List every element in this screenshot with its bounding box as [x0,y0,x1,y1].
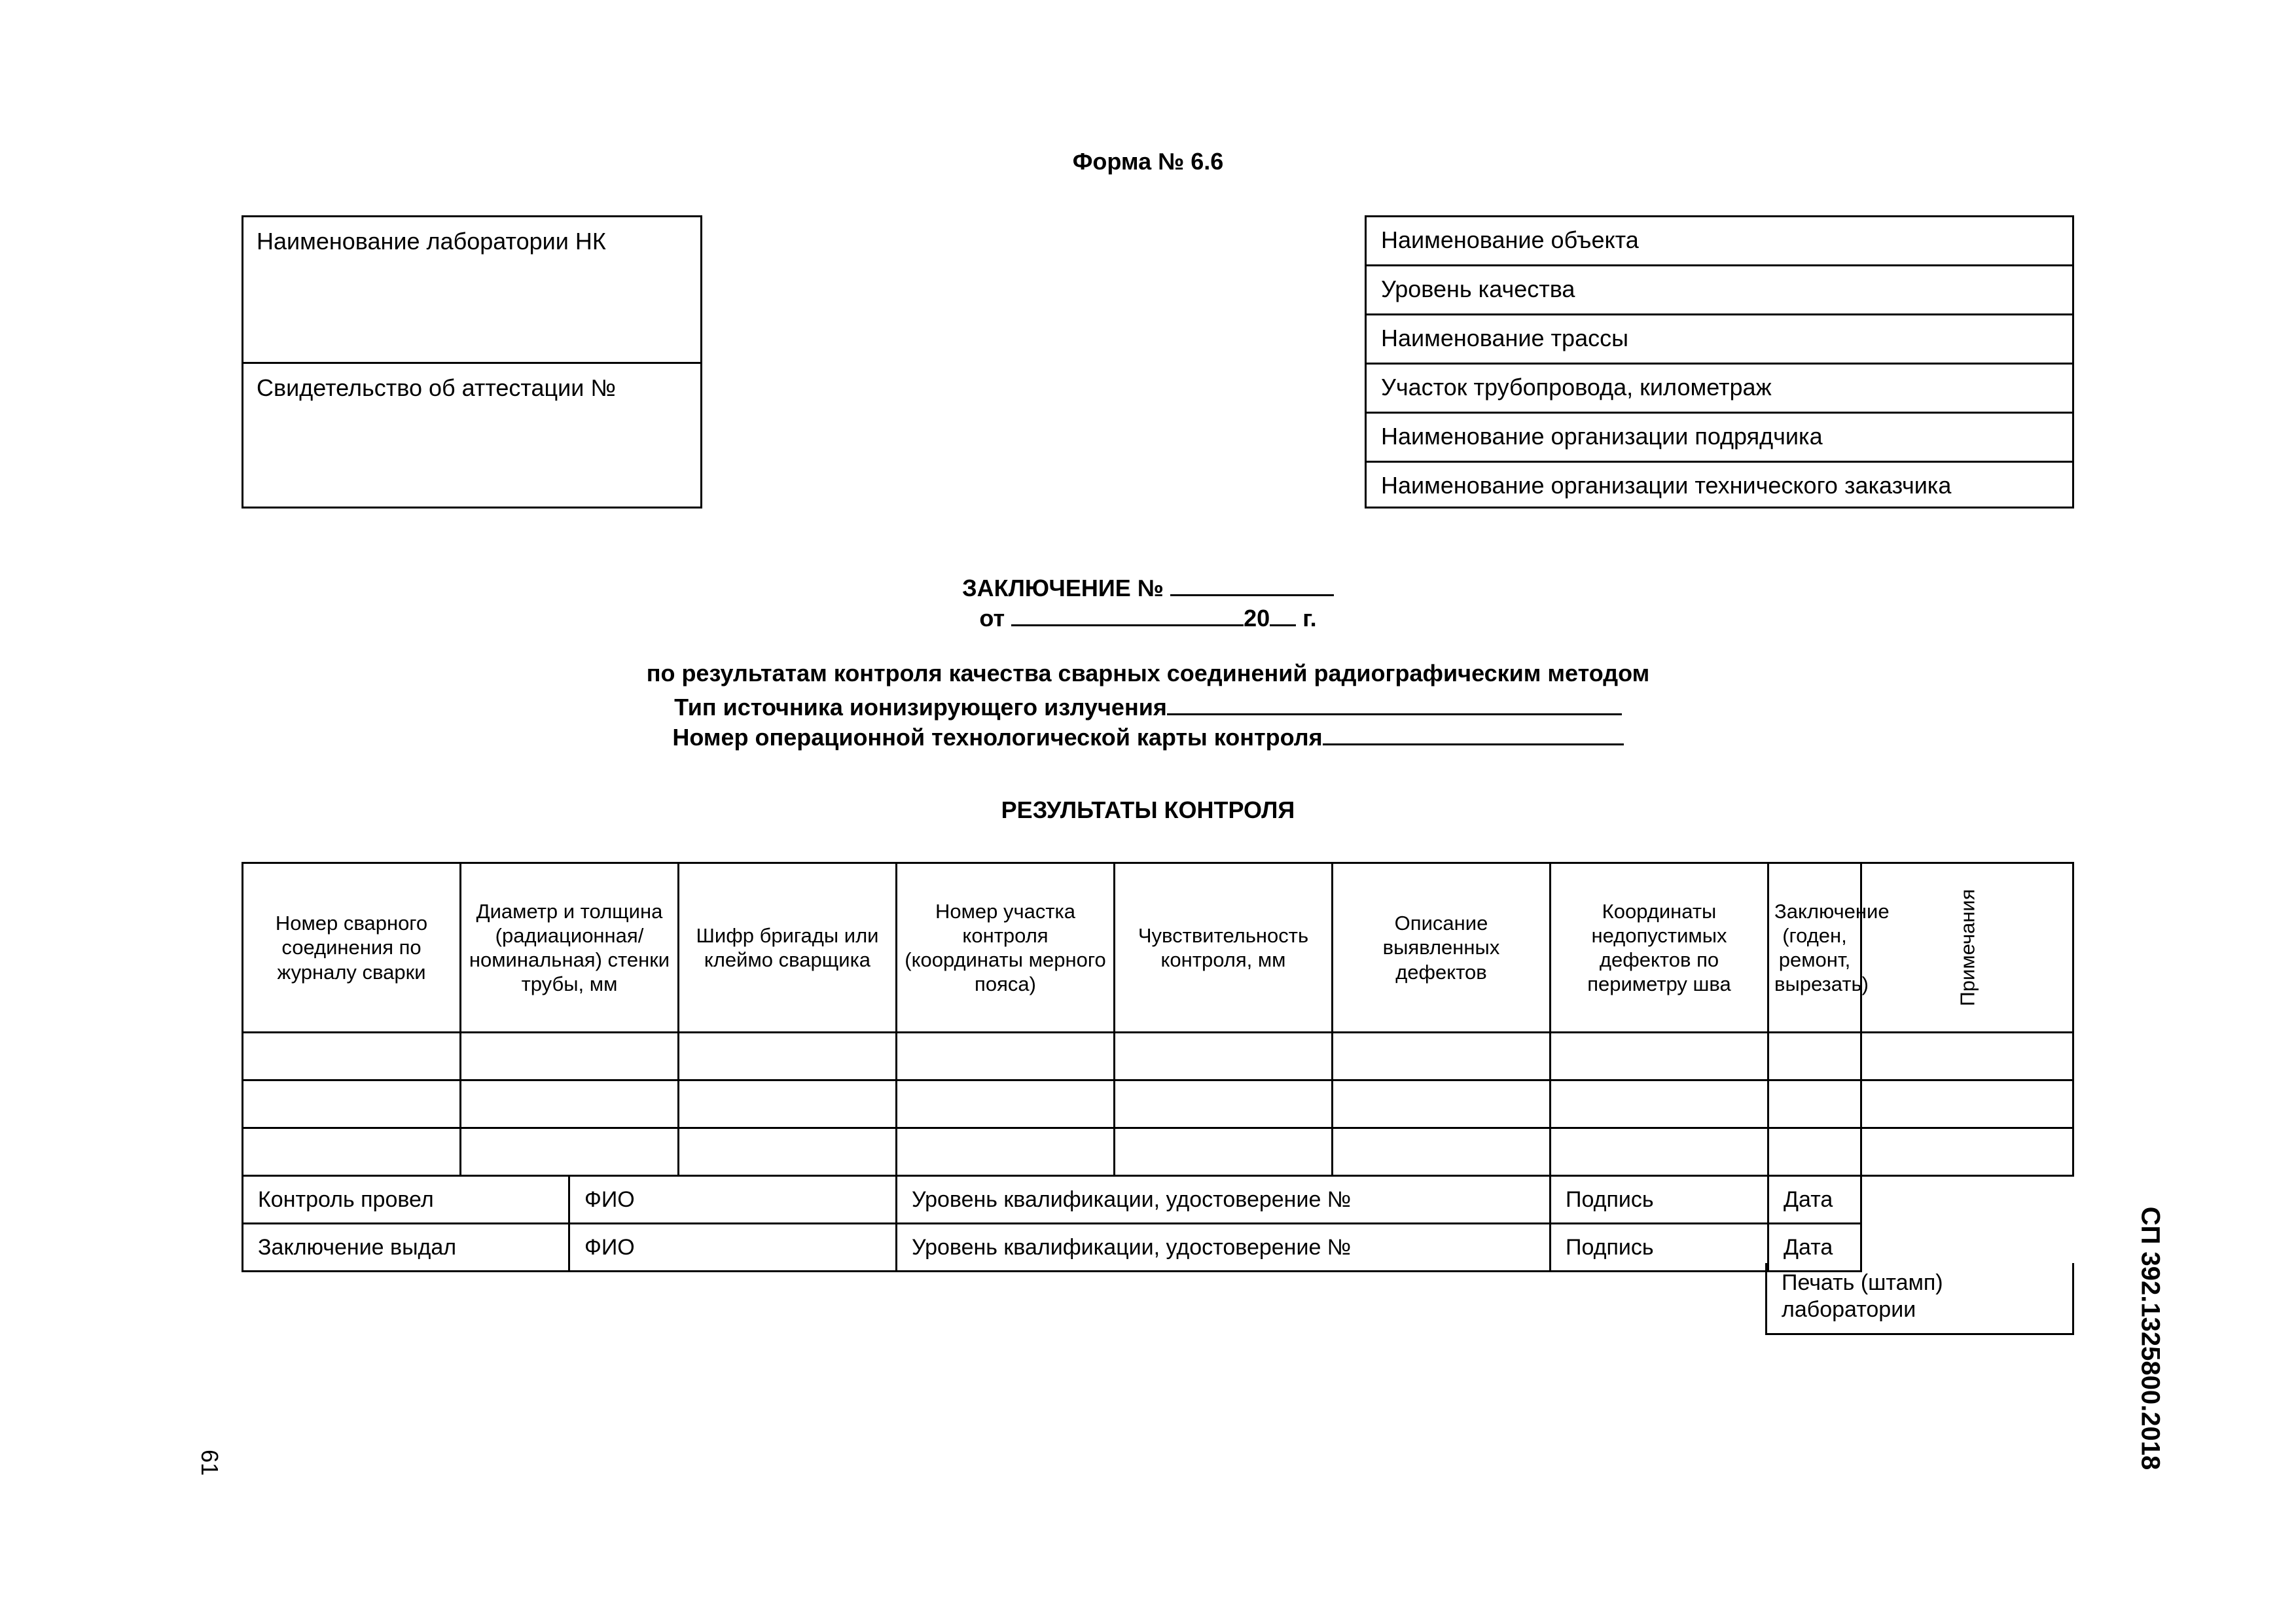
lab-info-block [242,215,702,508]
table-cell[interactable] [1861,1033,2073,1080]
table-cell[interactable] [679,1080,897,1128]
object-name-label: Наименование объекта [1381,226,1639,253]
stamp-label: Печать (штамп) лаборатории [1782,1270,1943,1322]
table-cell[interactable] [897,1033,1115,1080]
quality-level-label: Уровень качества [1381,276,1575,302]
description-line-2 [0,690,2296,721]
lab-name-field[interactable] [243,217,700,364]
description-line-3 [0,720,2296,751]
table-cell[interactable] [243,1080,461,1128]
radiation-source-blank[interactable] [1167,690,1622,715]
table-cell[interactable] [243,1033,461,1080]
issuer-role: Заключение выдал [243,1224,569,1272]
quality-level-field[interactable] [1367,266,2072,315]
header-section-number: Номер участка контроля (координаты мерного пояса) [897,863,1115,1033]
conclusion-title: ЗАКЛЮЧЕНИЕ № [962,575,1164,601]
header-defect-coordinates: Координаты недопустимых дефектов по периметру шва [1551,863,1768,1033]
table-cell[interactable] [243,1128,461,1176]
conclusion-date-line [0,601,2296,632]
date-prefix: от [979,605,1005,632]
table-header-row [243,863,2073,1033]
table-cell[interactable] [1333,1080,1551,1128]
issuer-date-field[interactable]: Дата [1768,1224,1861,1272]
year-suffix: г. [1302,605,1317,632]
table-cell[interactable] [679,1033,897,1080]
header-weld-number: Номер сварного соединения по журналу сварки [243,863,461,1033]
issuer-signature-field[interactable]: Подпись [1551,1224,1768,1272]
certificate-label: Свидетельство об аттестации № [257,374,616,401]
pipeline-section-field[interactable] [1367,365,2072,414]
issuer-qualification-field[interactable]: Уровень квалификации, удостоверение № [897,1224,1551,1272]
table-cell[interactable] [461,1128,679,1176]
inspector-signature-field[interactable]: Подпись [1551,1176,1768,1224]
table-row [243,1080,2073,1128]
table-cell[interactable] [1861,1080,2073,1128]
object-name-field[interactable] [1367,217,2072,266]
table-cell[interactable] [1333,1128,1551,1176]
pipeline-section-label: Участок трубопровода, километраж [1381,374,1772,401]
stamp-field[interactable] [1765,1263,2074,1335]
tech-map-blank[interactable] [1323,720,1624,745]
conclusion-number-blank[interactable] [1170,571,1334,596]
certificate-field[interactable] [243,364,700,508]
header-notes [1861,863,2073,1033]
table-cell[interactable] [1768,1128,1861,1176]
header-conclusion: Заключение (годен, ремонт, вырезать) [1768,863,1861,1033]
inspector-date-field[interactable]: Дата [1768,1176,1861,1224]
lab-name-label: Наименование лаборатории НК [257,228,606,255]
table-cell[interactable] [1861,1128,2073,1176]
route-name-field[interactable] [1367,315,2072,365]
radiation-source-label: Тип источника ионизирующего излучения [674,694,1167,721]
header-defects-description: Описание выявленных дефектов [1333,863,1551,1033]
contractor-label: Наименование организации подрядчика [1381,423,1823,450]
header-brigade-code: Шифр бригады или клеймо сварщика [679,863,897,1033]
year-blank[interactable] [1270,601,1296,626]
customer-label: Наименование организации технического заказчика [1381,472,1952,499]
results-title: РЕЗУЛЬТАТЫ КОНТРОЛЯ [1001,796,1295,823]
table-cell[interactable] [897,1128,1115,1176]
table-cell[interactable] [461,1033,679,1080]
tech-map-label: Номер операционной технологической карты контроля [672,724,1323,751]
standard-code: СП 392.1325800.2018 [2136,1206,2165,1471]
table-cell[interactable] [1768,1033,1861,1080]
table-cell[interactable] [1551,1033,1768,1080]
results-table [242,862,2074,1272]
object-info-block [1365,215,2074,508]
description-line-1: по результатам контроля качества сварных соединений радиографическим методом [646,660,1650,687]
inspector-qualification-field[interactable]: Уровень квалификации, удостоверение № [897,1176,1551,1224]
inspector-name-field[interactable]: ФИО [569,1176,897,1224]
table-cell[interactable] [461,1080,679,1128]
date-blank[interactable] [1011,601,1244,626]
notes-label: Примечания [1955,889,1979,1007]
table-row [243,1033,2073,1080]
issuer-name-field[interactable]: ФИО [569,1224,897,1272]
table-cell[interactable] [1333,1033,1551,1080]
header-diameter-thickness: Диаметр и толщина (радиационная/ номинальная) стенки трубы, мм [461,863,679,1033]
table-cell[interactable] [1768,1080,1861,1128]
page-number: 61 [196,1449,223,1476]
table-cell[interactable] [679,1128,897,1176]
customer-field[interactable] [1367,463,2072,512]
contractor-field[interactable] [1367,414,2072,463]
table-cell[interactable] [897,1080,1115,1128]
table-cell[interactable] [1115,1128,1333,1176]
route-name-label: Наименование трассы [1381,325,1628,351]
header-sensitivity: Чувствительность контроля, мм [1115,863,1333,1033]
table-cell[interactable] [1115,1033,1333,1080]
form-number: Форма № 6.6 [1072,148,1224,175]
table-row [243,1128,2073,1176]
table-cell[interactable] [1551,1080,1768,1128]
conclusion-title-line [0,571,2296,602]
year-prefix: 20 [1244,605,1270,632]
table-cell[interactable] [1115,1080,1333,1128]
signature-row-inspector [243,1176,2073,1224]
table-cell[interactable] [1551,1128,1768,1176]
inspector-role: Контроль провел [243,1176,569,1224]
